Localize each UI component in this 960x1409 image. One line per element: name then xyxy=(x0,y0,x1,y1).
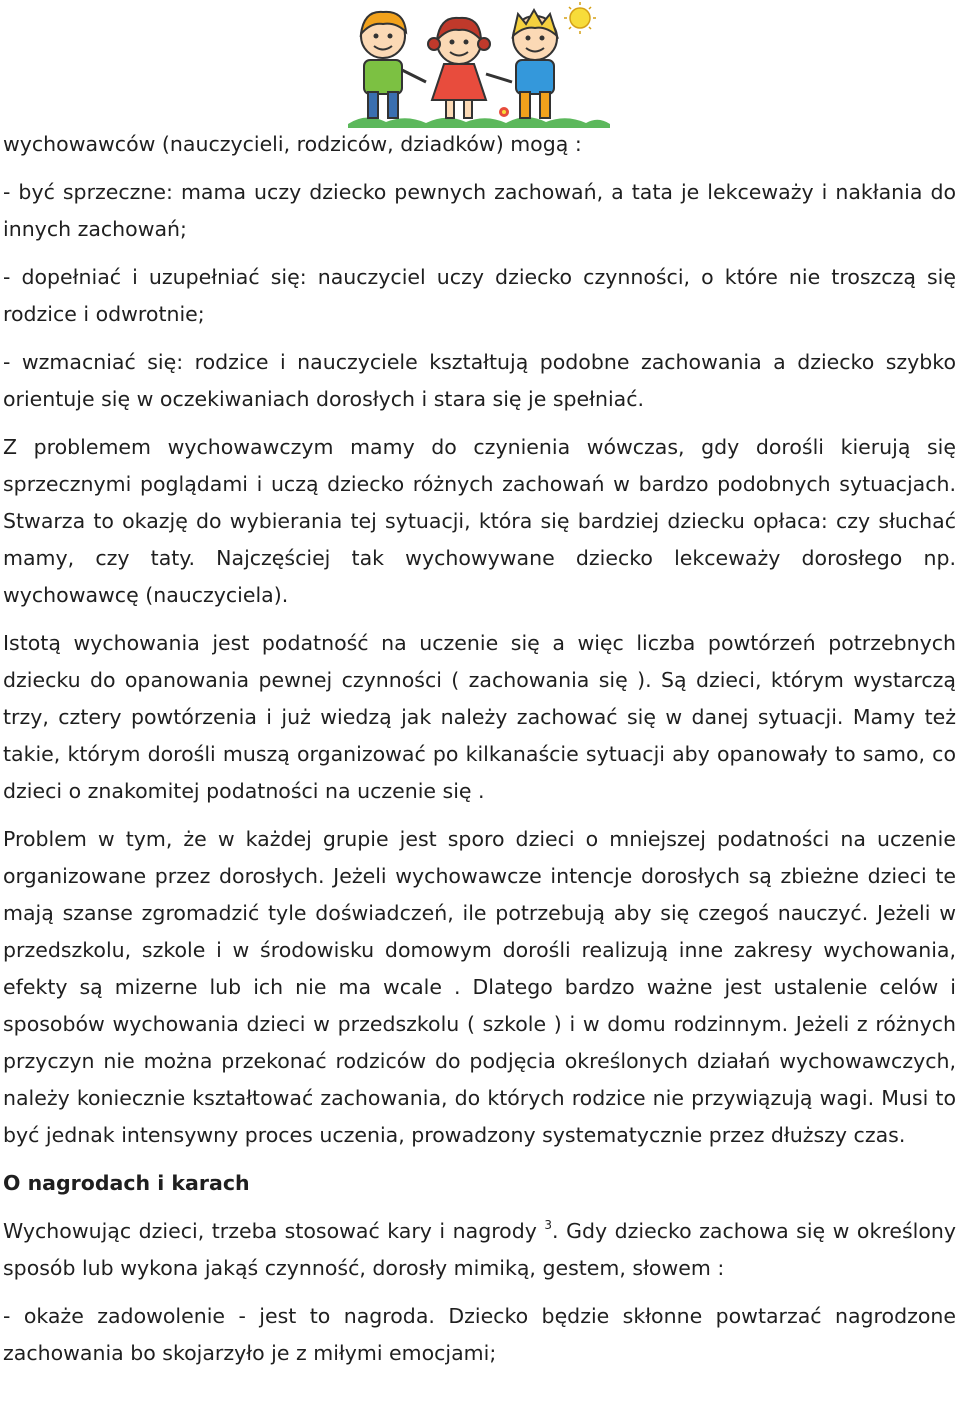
children-holding-hands-icon xyxy=(346,0,612,128)
left-child-icon xyxy=(361,12,426,118)
document-body xyxy=(3,126,956,1383)
paragraph-text: . Gdy dziecko zachowa się w określony sposób lub wykona jakąś czynność, dorosły mimiką, gestem, słowem : xyxy=(3,1219,956,1280)
middle-child-icon xyxy=(428,18,512,118)
paragraph xyxy=(3,1213,956,1287)
paragraph: Problem w tym, że w każdej grupie jest sporo dzieci o mniejszej podatności na uczenie organizowane przez dorosłych. Jeżeli wychowawcze intencje dorosłych są zbieżne dzieci te mają szanse zgromadzić tyle doświadczeń, ile potrzebują aby się czegoś nauczyć. Jeżeli w przedszkolu, szkole i w środowisku domowym dorośli realizują inne zakresy wychowania, efekty są mizerne lub ich nie ma wcale . Dlatego bardzo ważne jest ustalenie celów i sposobów wychowania dzieci w przedszkolu ( szkole ) i w domu rodzinnym. Jeżeli z różnych przyczyn nie można przekonać rodziców do podjęcia określonych działań wychowawczych, należy koniecznie kształtować zachowania, do których rodzice nie przywiązują wagi. Musi to być jednak intensywny proces uczenia, prowadzony systematycznie przez dłuższy czas. xyxy=(3,827,956,1147)
footnote-marker[interactable]: 3 xyxy=(544,1218,553,1232)
right-child-icon xyxy=(513,10,557,118)
sun-icon xyxy=(564,2,596,34)
paragraph: Z problemem wychowawczym mamy do czynienia wówczas, gdy dorośli kierują się sprzecznymi poglądami i uczą dziecko różnych zachowań w bardzo podobnych sytuacjach. Stwarza to okazję do wybierania tej sytuacji, która się bardziej dziecku opłaca: czy słuchać mamy, czy taty. Najczęściej tak wychowywane dziecko lekceważy dorosłego np. wychowawcę (nauczyciela). xyxy=(3,435,956,607)
paragraph: Istotą wychowania jest podatność na uczenie się a więc liczba powtórzeń potrzebnych dziecku do opanowania pewnej czynności ( zachowania się ). Są dzieci, którym wystarczą trzy, cztery powtórzenia i już wiedzą jak należy zachować się w danej sytuacji. Mamy też takie, którym dorośli muszą organizować po kilkanaście sytuacji aby opanowały to samo, co dzieci o znakomitej podatności na uczenie się . xyxy=(3,631,956,803)
paragraph-text: Wychowując dzieci, trzeba stosować kary i nagrody xyxy=(3,1219,545,1243)
paragraph: wychowawców (nauczycieli, rodziców, dziadków) mogą : xyxy=(3,132,582,156)
list-item: - wzmacniać się: rodzice i nauczyciele kształtują podobne zachowania a dziecko szybko orientuje się w oczekiwaniach dorosłych i stara się je spełniać. xyxy=(3,350,956,411)
list-item: - być sprzeczne: mama uczy dziecko pewnych zachowań, a tata je lekceważy i nakłania do innych zachowań; xyxy=(3,180,956,241)
list-item: - dopełniać i uzupełniać się: nauczyciel uczy dziecko czynności, o które nie troszczą się rodzice i odwrotnie; xyxy=(3,265,956,326)
section-heading: O nagrodach i karach xyxy=(3,1171,250,1195)
list-item: - okaże zadowolenie - jest to nagroda. Dziecko będzie skłonne powtarzać nagrodzone zachowania bo skojarzyło je z miłymi emocjami; xyxy=(3,1304,956,1365)
